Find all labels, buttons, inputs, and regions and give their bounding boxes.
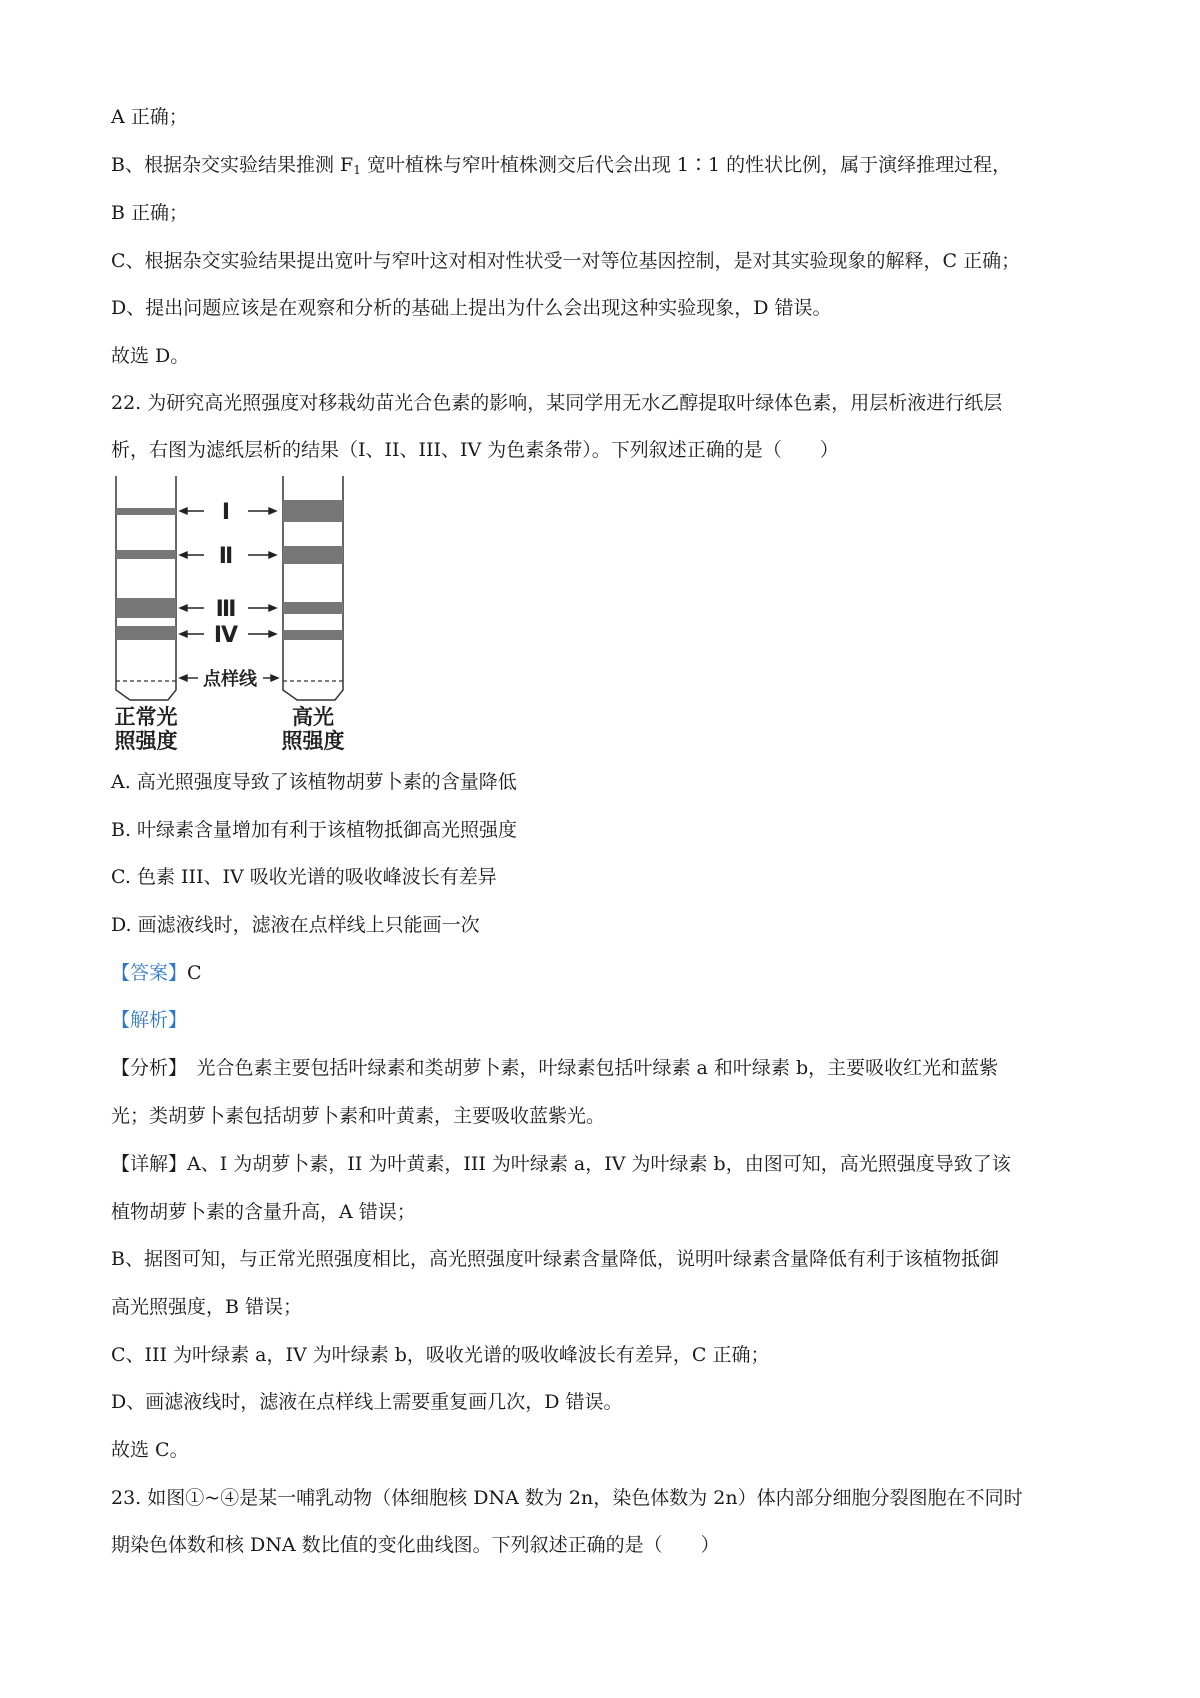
analysis-line-2: 光；类胡萝卜素包括胡萝卜素和叶黄素，主要吸收蓝紫光。 bbox=[111, 1105, 606, 1127]
band-label-ii: Ⅱ bbox=[218, 544, 234, 569]
right-paper-strip bbox=[283, 476, 343, 700]
left-band-iv bbox=[116, 626, 176, 640]
left-band-i bbox=[116, 508, 176, 515]
answer-value: C bbox=[187, 962, 202, 984]
question-22-stem-line-1: 22. 为研究高光照强度对移栽幼苗光合色素的影响，某同学用无水乙醇提取叶绿体色素，用层析液进行纸层 bbox=[111, 392, 1003, 414]
explanation-c: C、根据杂交实验结果提出宽叶与窄叶这对相对性状受一对等位基因控制，是对其实验现象的解释，C 正确； bbox=[111, 250, 1021, 272]
option-c: C. 色素 III、IV 吸收光谱的吸收峰波长有差异 bbox=[111, 866, 497, 888]
detail-b-line-2: 高光照强度，B 错误； bbox=[111, 1296, 303, 1318]
question-22-stem-line-2: 析，右图为滤纸层析的结果（I、II、III、IV 为色素条带）。下列叙述正确的是（ ） bbox=[111, 439, 839, 461]
explanation-b-line-2: B 正确； bbox=[111, 202, 189, 224]
detail-b-line-1: B、据图可知，与正常光照强度相比，高光照强度叶绿素含量降低，说明叶绿素含量降低有利于该植物抵御 bbox=[111, 1248, 999, 1270]
left-band-ii bbox=[116, 550, 176, 559]
choose-statement-22: 故选 C。 bbox=[111, 1439, 189, 1461]
question-23-stem-line-1: 23. 如图①~④是某一哺乳动物（体细胞核 DNA 数为 2n，染色体数为 2n）体内部分细胞分裂图胞在不同时 bbox=[111, 1487, 1023, 1509]
analysis-line-1: 【分析】 光合色素主要包括叶绿素和类胡萝卜素，叶绿素包括叶绿素 a 和叶绿素 b，主要吸收红光和蓝紫 bbox=[111, 1057, 999, 1079]
band-label-iv: Ⅳ bbox=[213, 623, 239, 648]
right-band-ii bbox=[283, 546, 343, 564]
chromatography-figure bbox=[108, 474, 358, 752]
detail-line-2: 植物胡萝卜素的含量升高，A 错误； bbox=[111, 1201, 416, 1223]
right-caption-line-1: 高光 bbox=[292, 705, 334, 729]
left-band-iii bbox=[116, 598, 176, 618]
right-band-i bbox=[283, 500, 343, 522]
right-band-iii bbox=[283, 602, 343, 614]
choose-statement-21: 故选 D。 bbox=[111, 345, 190, 367]
detail-c: C、III 为叶绿素 a，IV 为叶绿素 b，吸收光谱的吸收峰波长有差异，C 正确； bbox=[111, 1344, 770, 1366]
right-caption-line-2: 照强度 bbox=[281, 729, 345, 752]
band-label-i: Ⅰ bbox=[221, 500, 231, 525]
explanation-b-line-1: B、根据杂交实验结果推测 $F_1$ 宽叶植株与窄叶植株测交后代会出现 1∶1 的性状比例，属于演绎推理过程， bbox=[111, 154, 1012, 177]
left-paper-strip bbox=[116, 476, 176, 700]
detail-d: D、画滤液线时，滤液在点样线上需要重复画几次，D 错误。 bbox=[111, 1391, 623, 1413]
left-caption-line-1: 正常光 bbox=[114, 705, 178, 729]
answer-line bbox=[111, 960, 202, 986]
question-23-stem-line-2: 期染色体数和核 DNA 数比值的变化曲线图。下列叙述正确的是（ ） bbox=[111, 1534, 720, 1556]
band-label-iii: Ⅲ bbox=[215, 597, 237, 622]
analysis-tag: 【解析】 bbox=[111, 1009, 188, 1031]
left-caption-line-2: 照强度 bbox=[114, 729, 178, 752]
detail-line-1: 【详解】A、I 为胡萝卜素，II 为叶黄素，III 为叶绿素 a，IV 为叶绿素 b，由图可知，高光照强度导致了该 bbox=[111, 1153, 1011, 1175]
band-pointer-arrows bbox=[180, 508, 278, 681]
option-b: B. 叶绿素含量增加有利于该植物抵御高光照强度 bbox=[111, 819, 518, 841]
explanation-a-correct: A 正确； bbox=[111, 106, 188, 128]
right-band-iv bbox=[283, 630, 343, 640]
explanation-d: D、提出问题应该是在观察和分析的基础上提出为什么会出现这种实验现象，D 错误。 bbox=[111, 297, 832, 319]
option-a: A. 高光照强度导致了该植物胡萝卜素的含量降低 bbox=[111, 771, 517, 793]
option-d: D. 画滤液线时，滤液在点样线上只能画一次 bbox=[111, 914, 480, 936]
answer-tag: 【答案】 bbox=[111, 962, 188, 984]
origin-line-label: 点样线 bbox=[203, 669, 257, 690]
